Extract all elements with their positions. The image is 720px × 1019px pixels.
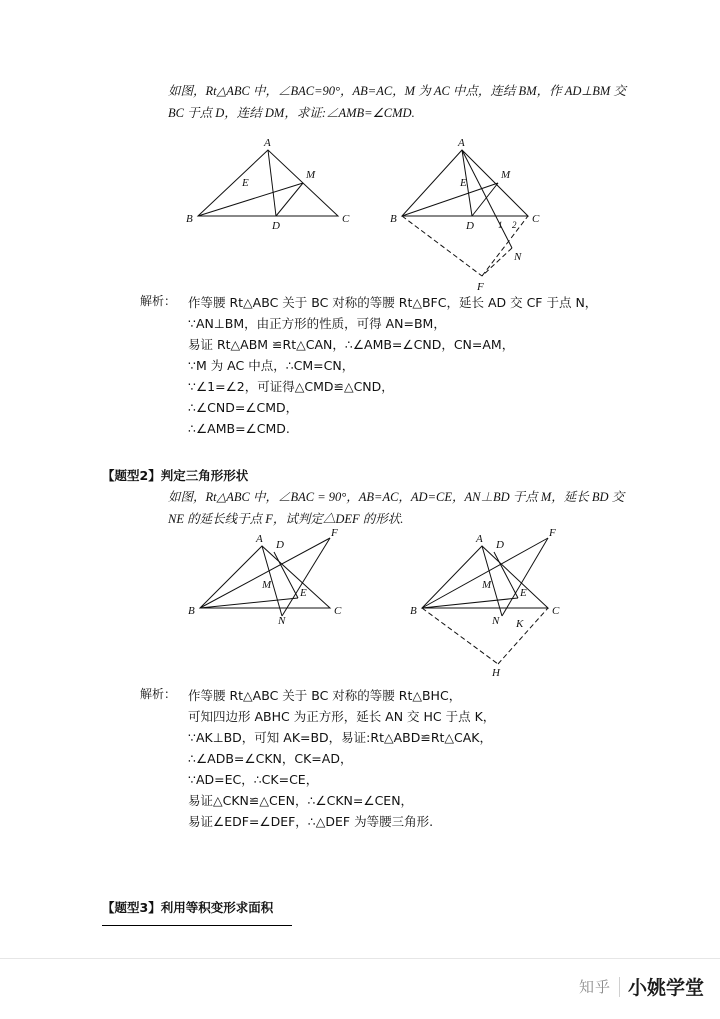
svg-text:A: A xyxy=(256,533,263,545)
svg-text:H: H xyxy=(492,667,500,679)
problem-1-statement xyxy=(168,80,628,124)
svg-text:E: E xyxy=(520,587,527,599)
solution-2-label: 解析： xyxy=(140,687,177,701)
solution-1 xyxy=(140,292,597,439)
type-3-heading: 【题型3】利用等积变形求面积 xyxy=(102,900,274,915)
svg-text:F: F xyxy=(477,281,484,293)
divider xyxy=(619,977,620,997)
svg-text:M: M xyxy=(501,169,511,181)
author-name: 小姚学堂 xyxy=(627,977,704,999)
svg-text:D: D xyxy=(496,539,504,551)
svg-text:E: E xyxy=(300,587,307,599)
svg-text:B: B xyxy=(390,213,397,225)
svg-text:D: D xyxy=(272,220,280,232)
solution-2-line-5: ∵AD=EC，∴CK=CE， xyxy=(188,772,319,787)
svg-text:A: A xyxy=(476,533,483,545)
type-2-heading: 【题型2】判定三角形形状 xyxy=(102,468,249,483)
solution-2 xyxy=(140,685,495,832)
solution-2-line-1: 作等腰 Rt△ABC 关于 BC 对称的等腰 Rt△BHC， xyxy=(188,688,462,703)
type-3-underline xyxy=(102,925,292,926)
solution-2-line-4: ∴∠ADB=∠CKN，CK=AD， xyxy=(188,751,353,766)
svg-text:M: M xyxy=(306,169,316,181)
svg-text:N: N xyxy=(514,251,522,263)
problem-2-statement xyxy=(168,486,638,530)
svg-text:E: E xyxy=(242,177,249,189)
svg-text:F: F xyxy=(549,527,556,539)
solution-2-line-6: 易证△CKN≌△CEN，∴∠CKN=∠CEN， xyxy=(188,793,414,808)
solution-1-line-3: 易证 Rt△ABM ≌Rt△CAN，∴∠AMB=∠CND，CN=AM， xyxy=(188,337,515,352)
svg-text:K: K xyxy=(516,618,524,630)
figure-2-triangle-abc-reflected xyxy=(390,137,610,293)
figure-1-triangle-abc xyxy=(180,138,360,233)
figure-3-triangle-def xyxy=(190,528,370,628)
svg-text:B: B xyxy=(188,605,195,617)
svg-text:E: E xyxy=(460,177,467,189)
solution-2-line-7: 易证∠EDF=∠DEF，∴△DEF 为等腰三角形. xyxy=(188,814,434,829)
svg-text:N: N xyxy=(278,615,286,627)
svg-text:1: 1 xyxy=(498,220,503,230)
solution-2-line-2: 可知四边形 ABHC 为正方形，延长 AN 交 HC 于点 K， xyxy=(188,709,496,724)
svg-text:F: F xyxy=(331,527,338,539)
solution-2-line-3: ∵AK⊥BD，可知 AK=BD，易证:Rt△ABD≌Rt△CAK， xyxy=(188,730,492,745)
svg-text:M: M xyxy=(262,579,272,591)
svg-text:B: B xyxy=(186,213,193,225)
solution-1-line-7: ∴∠AMB=∠CMD. xyxy=(188,421,290,436)
svg-text:D: D xyxy=(276,539,284,551)
svg-text:2: 2 xyxy=(512,220,517,230)
svg-text:C: C xyxy=(552,605,560,617)
svg-text:D: D xyxy=(466,220,474,232)
svg-text:N: N xyxy=(492,615,500,627)
solution-1-line-4: ∵M 为 AC 中点，∴CM=CN， xyxy=(188,358,355,373)
svg-text:C: C xyxy=(342,213,350,225)
problem-1-line-1: 如图，Rt△ABC 中，∠BAC=90°，AB=AC，M 为 AC 中点，连结 BM，作 AD⊥BM 交 xyxy=(168,84,626,98)
solution-1-line-2: ∵AN⊥BM，由正方形的性质，可得 AN=BM， xyxy=(188,316,446,331)
svg-text:A: A xyxy=(458,137,465,149)
figure-4-triangle-def-reflected xyxy=(410,527,610,679)
solution-1-line-1: 作等腰 Rt△ABC 关于 BC 对称的等腰 Rt△BFC，延长 AD 交 CF 于点 N， xyxy=(188,295,598,310)
solution-1-line-6: ∴∠CND=∠CMD， xyxy=(188,400,299,415)
watermark xyxy=(579,973,704,1000)
svg-text:C: C xyxy=(532,213,540,225)
svg-text:M: M xyxy=(482,579,492,591)
page-footer xyxy=(0,958,720,1019)
problem-2-line-1: 如图，Rt△ABC 中，∠BAC = 90°，AB=AC，AD=CE，AN⊥BD 于点 M，延长 BD 交 xyxy=(168,490,625,504)
svg-text:C: C xyxy=(334,605,342,617)
svg-text:B: B xyxy=(410,605,417,617)
solution-1-label: 解析： xyxy=(140,294,177,308)
zhihu-logo: 知乎 xyxy=(578,978,611,996)
svg-text:A: A xyxy=(264,137,271,149)
problem-1-line-2: BC 于点 D，连结 DM，求证:∠AMB=∠CMD. xyxy=(168,106,415,120)
problem-2-line-2: NE 的延长线于点 F，试判定△DEF 的形状. xyxy=(168,512,404,526)
solution-1-line-5: ∵∠1=∠2，可证得△CMD≌△CND， xyxy=(188,379,394,394)
